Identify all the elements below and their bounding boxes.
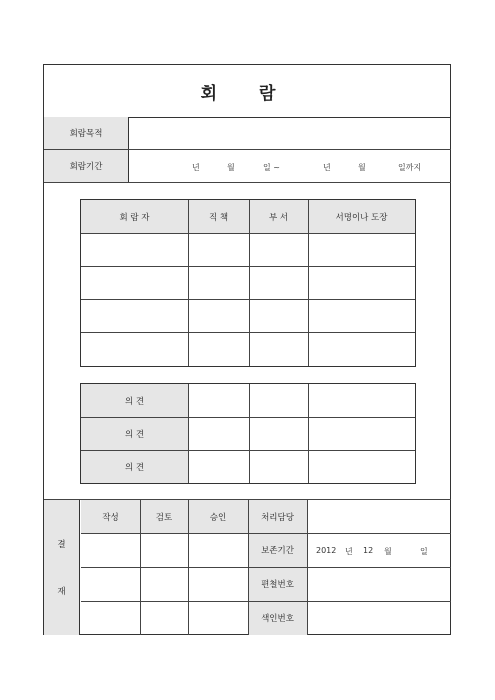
header-write: 작성 <box>81 500 140 533</box>
index-no-label: 색인번호 <box>248 601 307 635</box>
period-label: 회람기간 <box>44 150 129 182</box>
period-day-2: 일까지 <box>398 163 422 172</box>
col-line <box>188 200 189 366</box>
row-line <box>81 601 451 602</box>
period-year-1: 년 <box>192 163 200 172</box>
row-line <box>81 233 415 234</box>
col-line <box>249 384 250 483</box>
approval-side-column <box>44 500 80 635</box>
retention-label: 보존기간 <box>248 533 307 567</box>
row-line <box>81 299 415 300</box>
header-review: 검토 <box>140 500 188 533</box>
header-department: 부 서 <box>249 200 308 233</box>
header-position: 직 책 <box>188 200 249 233</box>
purpose-field[interactable] <box>129 117 451 149</box>
document-frame <box>43 64 451 635</box>
divider <box>44 182 451 183</box>
row-line <box>81 332 415 333</box>
col-line <box>308 384 309 483</box>
header-approve: 승인 <box>188 500 248 533</box>
period-day-1: 일 ~ <box>263 163 280 172</box>
purpose-label: 회람목적 <box>44 117 129 149</box>
circulation-table <box>80 199 416 367</box>
row-line <box>81 266 415 267</box>
retention-year: 2012 <box>316 546 337 555</box>
file-no-label: 편철번호 <box>248 567 307 601</box>
period-month-2: 월 <box>358 163 366 172</box>
retention-month: 12 <box>363 546 374 555</box>
retention-day-unit: 일 <box>420 547 428 556</box>
approval-side-label-1: 결 <box>57 539 66 550</box>
header-signature: 서명이나 도장 <box>308 200 415 233</box>
col-line <box>308 200 309 366</box>
row-line <box>81 450 415 451</box>
opinion-table <box>80 383 416 484</box>
opinion-label-3: 의 견 <box>81 450 188 483</box>
manager-label: 처리담당 <box>248 500 307 533</box>
row-line <box>81 533 451 534</box>
retention-month-unit: 월 <box>384 547 392 556</box>
period-year-2: 년 <box>323 163 331 172</box>
page-title: 회 람 <box>44 65 450 118</box>
opinion-label-2: 의 견 <box>81 417 188 450</box>
opinion-label-1: 의 견 <box>81 384 188 417</box>
col-line <box>188 384 189 483</box>
row-line <box>81 567 451 568</box>
header-circulator: 회 람 자 <box>81 200 188 233</box>
period-month-1: 월 <box>227 163 235 172</box>
col-line <box>249 200 250 366</box>
approval-side-label-2: 재 <box>57 587 66 598</box>
row-line <box>81 417 415 418</box>
retention-year-unit: 년 <box>345 547 353 556</box>
